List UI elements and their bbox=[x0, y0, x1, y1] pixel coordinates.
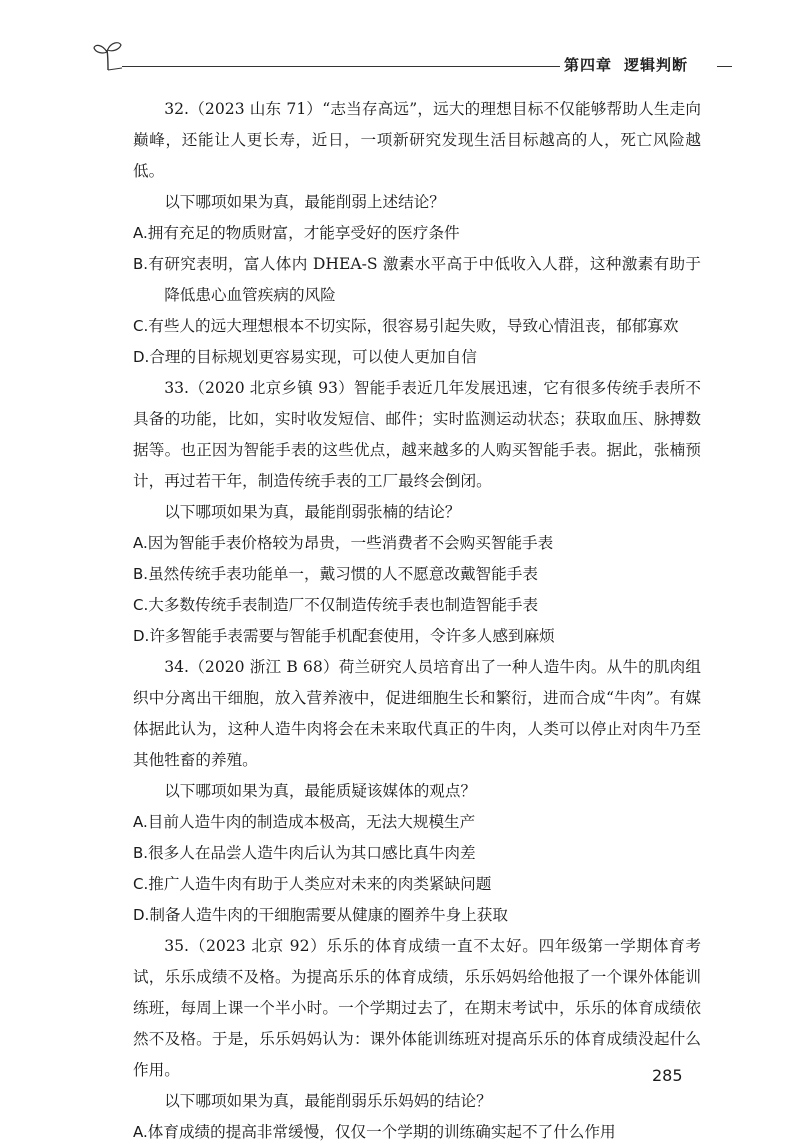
page-number: 285 bbox=[652, 1066, 683, 1085]
question-34-prompt: 以下哪项如果为真，最能质疑该媒体的观点？ bbox=[164, 782, 477, 800]
option-text: 有些人的远大理想根本不切实际，很容易引起失败，导致心情沮丧，郁郁寡欢 bbox=[148, 317, 679, 335]
question-35-option-a bbox=[133, 1117, 701, 1148]
header-rule-left bbox=[122, 66, 560, 67]
question-32-option-d bbox=[133, 342, 701, 373]
question-32-prompt: 以下哪项如果为真，最能削弱上述结论？ bbox=[164, 193, 445, 211]
option-letter: C. bbox=[133, 875, 149, 893]
option-text: 拥有充足的物质财富，才能享受好的医疗条件 bbox=[147, 224, 460, 242]
option-text: 制备人造牛肉的干细胞需要从健康的圈养牛身上获取 bbox=[149, 906, 508, 924]
chapter-number: 第四章 bbox=[564, 56, 613, 74]
option-letter: B. bbox=[133, 255, 149, 273]
option-letter: B. bbox=[133, 565, 149, 583]
page-body bbox=[133, 94, 701, 1148]
question-33-option-d bbox=[133, 621, 701, 652]
sprout-icon bbox=[92, 38, 124, 72]
question-32-option-c bbox=[133, 311, 701, 342]
question-35-stem: 35.（2023 北京 92）乐乐的体育成绩一直不太好。四年级第一学期体育考试，乐乐成绩不及格。为提高乐乐的体育成绩，乐乐妈妈给他报了一个课外体能训练班，每周上课一个半小时。一个学期过去了，在期末考试中，乐乐的体育成绩依然不及格。于是，乐乐妈妈认为：课外体能训练班对提高乐乐的体育成绩没起什么作用。 bbox=[133, 937, 701, 1079]
option-letter: A. bbox=[133, 1123, 148, 1141]
question-33-prompt: 以下哪项如果为真，最能削弱张楠的结论？ bbox=[164, 503, 461, 521]
question-32-option-b bbox=[133, 249, 701, 311]
option-text: 虽然传统手表功能单一，戴习惯的人不愿意改戴智能手表 bbox=[148, 565, 538, 583]
option-letter: A. bbox=[133, 534, 148, 552]
option-text: 因为智能手表价格较为昂贵，一些消费者不会购买智能手表 bbox=[147, 534, 554, 552]
question-33-option-c bbox=[133, 590, 701, 621]
question-32-stem: 32.（2023 山东 71）“志当存高远”，远大的理想目标不仅能够帮助人生走向巅峰，还能让人更长寿，近日，一项新研究发现生活目标越高的人，死亡风险越低。 bbox=[133, 100, 701, 180]
option-letter: A. bbox=[133, 224, 148, 242]
running-header bbox=[92, 38, 732, 78]
option-letter: B. bbox=[133, 844, 149, 862]
question-33-stem: 33.（2020 北京乡镇 93）智能手表近几年发展迅速，它有很多传统手表所不具备的功能，比如，实时收发短信、邮件；实时监测运动状态；获取血压、脉搏数据等。也正因为智能手表的这些优点，越来越多的人购买智能手表。据此，张楠预计，再过若干年，制造传统手表的工厂最终会倒闭。 bbox=[133, 379, 701, 490]
option-letter: C. bbox=[133, 317, 149, 335]
question-34-stem: 34.（2020 浙江 B 68）荷兰研究人员培育出了一种人造牛肉。从牛的肌肉组织中分离出干细胞，放入营养液中，促进细胞生长和繁衍，进而合成“牛肉”。有媒体据此认为，这种人造牛肉将会在未来取代真正的牛肉，人类可以停止对肉牛乃至其他牲畜的养殖。 bbox=[133, 658, 701, 769]
option-letter: D. bbox=[133, 906, 150, 924]
section-name: 逻辑判断 bbox=[624, 56, 689, 74]
option-text: 大多数传统手表制造厂不仅制造传统手表也制造智能手表 bbox=[148, 596, 539, 614]
question-34-option-b bbox=[133, 838, 701, 869]
option-text: 目前人造牛肉的制造成本极高，无法大规模生产 bbox=[147, 813, 476, 831]
option-text: 体育成绩的提高非常缓慢，仅仅一个学期的训练确实起不了什么作用 bbox=[147, 1123, 616, 1141]
option-letter: D. bbox=[133, 627, 150, 645]
question-34-option-d bbox=[133, 900, 701, 931]
option-text: 有研究表明，富人体内 DHEA-S 激素水平高于中低收入人群，这种激素有助于降低患心血管疾病的风险 bbox=[148, 255, 701, 304]
option-text: 推广人造牛肉有助于人类应对未来的肉类紧缺问题 bbox=[148, 875, 492, 893]
question-35-prompt: 以下哪项如果为真，最能削弱乐乐妈妈的结论？ bbox=[164, 1092, 492, 1110]
question-32-option-a bbox=[133, 218, 701, 249]
question-34-option-c bbox=[133, 869, 701, 900]
option-text: 很多人在品尝人造牛肉后认为其口感比真牛肉差 bbox=[148, 844, 476, 862]
option-letter: D. bbox=[133, 348, 150, 366]
question-33-option-b bbox=[133, 559, 701, 590]
question-33-option-a bbox=[133, 528, 701, 559]
option-letter: A. bbox=[133, 813, 148, 831]
header-rule-right bbox=[717, 66, 732, 67]
question-34-option-a bbox=[133, 807, 701, 838]
option-letter: C. bbox=[133, 596, 149, 614]
chapter-title bbox=[564, 54, 688, 75]
option-text: 许多智能手表需要与智能手机配套使用，令许多人感到麻烦 bbox=[149, 627, 555, 645]
option-text: 合理的目标规划更容易实现，可以使人更加自信 bbox=[149, 348, 477, 366]
